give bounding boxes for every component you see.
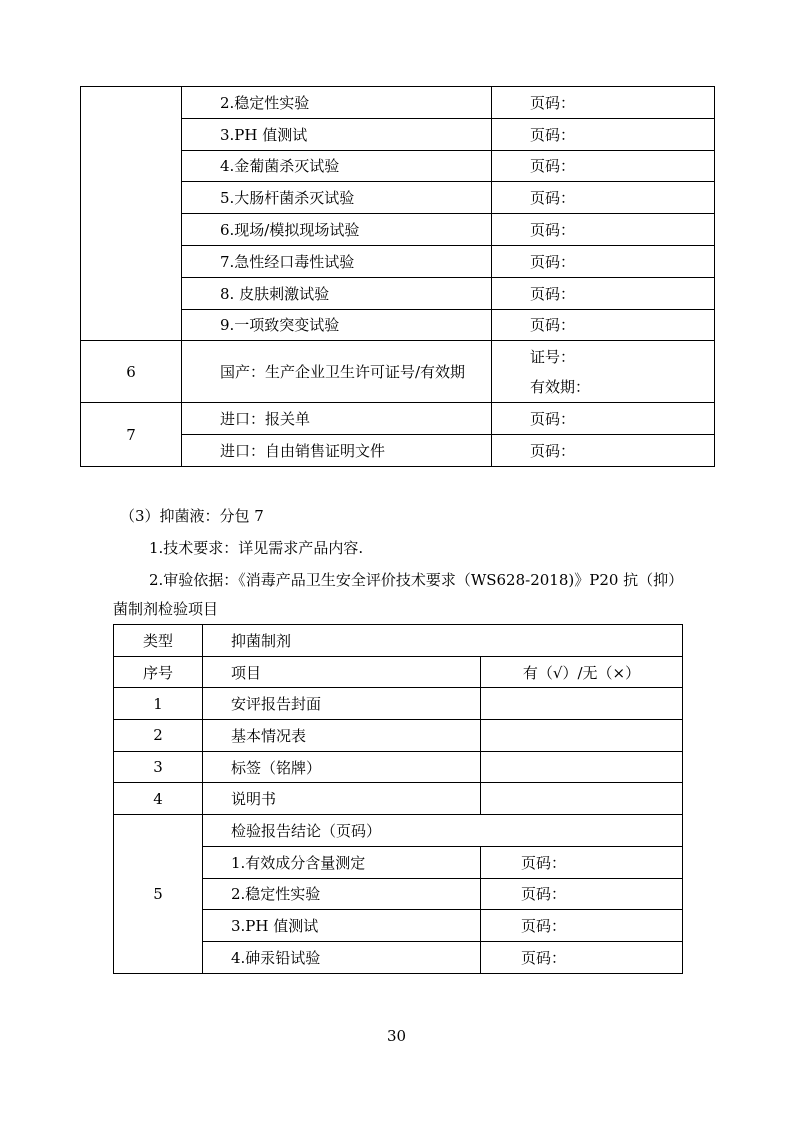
page-cell: 页码： xyxy=(492,214,715,246)
page-cell: 页码： xyxy=(492,87,715,119)
page-cell: 页码： xyxy=(492,277,715,309)
page-number: 30 xyxy=(386,1027,407,1045)
item-cell: 进口：报关单 xyxy=(182,403,492,435)
page-cell: 页码： xyxy=(492,309,715,341)
review-basis: 2.审验依据：《消毒产品卫生安全评价技术要求（WS628-2018)》P20 抗（抑） xyxy=(149,571,684,589)
row-number: 5 xyxy=(114,815,203,973)
row-number: 1 xyxy=(114,688,203,720)
page-cell: 页码： xyxy=(492,150,715,182)
table-row xyxy=(114,815,683,847)
item-cell: 5.大肠杆菌杀灭试验 xyxy=(182,182,492,214)
section-heading: （3）抑菌液：分包 7 xyxy=(120,507,264,525)
license-cell xyxy=(492,341,715,403)
check-cell xyxy=(481,720,683,752)
item-cell: 标签（铭牌） xyxy=(203,751,481,783)
row-number: 3 xyxy=(114,751,203,783)
type-value: 抑菌制剂 xyxy=(203,625,683,657)
check-cell xyxy=(481,751,683,783)
page-cell: 页码： xyxy=(492,435,715,467)
item-cell: 4.砷汞铅试验 xyxy=(203,941,481,973)
table-row xyxy=(114,625,683,657)
item-cell: 国产：生产企业卫生许可证号/有效期 xyxy=(182,341,492,403)
license-number-label: 证号： xyxy=(530,347,576,366)
report-conclusion-title: 检验报告结论（页码） xyxy=(203,815,683,847)
check-cell xyxy=(481,783,683,815)
header-item: 项目 xyxy=(203,656,481,688)
page-cell: 页码： xyxy=(481,941,683,973)
page-cell: 页码： xyxy=(492,403,715,435)
item-cell: 1.有效成分含量测定 xyxy=(203,846,481,878)
row-number: 2 xyxy=(114,720,203,752)
item-cell: 8. 皮肤刺激试验 xyxy=(182,277,492,309)
item-cell: 9.一项致突变试验 xyxy=(182,309,492,341)
item-cell: 6.现场/模拟现场试验 xyxy=(182,214,492,246)
check-cell xyxy=(481,688,683,720)
header-check: 有（√）/无（×） xyxy=(481,656,683,688)
item-cell: 4.金葡菌杀灭试验 xyxy=(182,150,492,182)
inspection-table-continued xyxy=(80,86,715,467)
item-cell: 说明书 xyxy=(203,783,481,815)
page-cell: 页码： xyxy=(492,118,715,150)
type-label: 类型 xyxy=(114,625,203,657)
table-row xyxy=(81,341,715,403)
validity-label: 有效期： xyxy=(530,377,591,396)
page-cell: 页码： xyxy=(492,245,715,277)
item-cell: 安评报告封面 xyxy=(203,688,481,720)
table-row xyxy=(81,403,715,435)
table-row xyxy=(114,783,683,815)
row-number: 4 xyxy=(114,783,203,815)
antibacterial-inspection-table xyxy=(113,624,683,974)
page-cell: 页码： xyxy=(481,846,683,878)
table-row xyxy=(114,720,683,752)
item-cell: 2.稳定性实验 xyxy=(182,87,492,119)
row-number: 6 xyxy=(81,341,182,403)
table-row xyxy=(114,751,683,783)
table-header-row xyxy=(114,656,683,688)
row-number: 7 xyxy=(81,403,182,467)
page-cell: 页码： xyxy=(481,910,683,942)
table-row xyxy=(114,688,683,720)
table-row xyxy=(81,87,715,119)
item-cell: 3.PH 值测试 xyxy=(182,118,492,150)
item-cell: 3.PH 值测试 xyxy=(203,910,481,942)
item-cell: 7.急性经口毒性试验 xyxy=(182,245,492,277)
review-basis-continued: 菌制剂检验项目 xyxy=(113,600,219,618)
header-number: 序号 xyxy=(114,656,203,688)
item-cell: 基本情况表 xyxy=(203,720,481,752)
technical-requirements: 1.技术要求：详见需求产品内容. xyxy=(149,539,364,557)
page-cell: 页码： xyxy=(492,182,715,214)
item-cell: 2.稳定性实验 xyxy=(203,878,481,910)
item-cell: 进口：自由销售证明文件 xyxy=(182,435,492,467)
page-cell: 页码： xyxy=(481,878,683,910)
merged-number-cell xyxy=(81,87,182,341)
